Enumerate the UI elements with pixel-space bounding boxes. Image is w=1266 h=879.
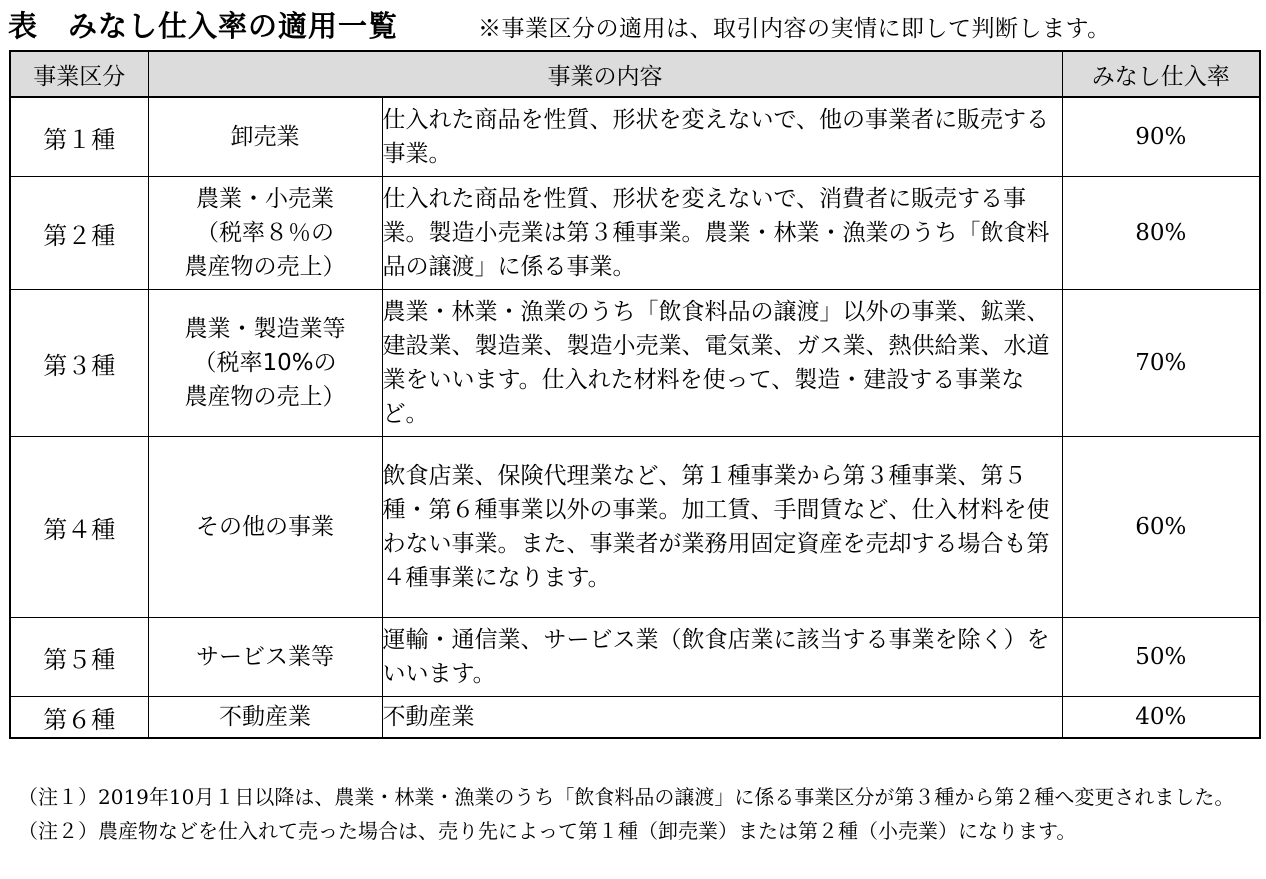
- rate-cell: 60%: [1062, 437, 1260, 618]
- business-name-line: 農産物の売上）: [184, 254, 346, 280]
- business-name-line: （税率８％の: [196, 220, 334, 246]
- note-2: [18, 816, 1258, 846]
- table-row: [10, 177, 1260, 290]
- description-cell: 運輸・通信業、サービス業（飲食店業に該当する事業を除く）をいいます。: [382, 618, 1062, 697]
- title-bar: [8, 4, 1264, 44]
- business-name-line: サービス業等: [196, 644, 334, 670]
- business-name-line: その他の事業: [196, 514, 334, 540]
- business-name-cell: [148, 697, 382, 739]
- note-1: [18, 782, 1258, 812]
- business-name-line: （税率10%の: [193, 350, 337, 376]
- category-cell: 第５種: [10, 618, 148, 697]
- table-row: [10, 437, 1260, 618]
- business-name-cell: [148, 618, 382, 697]
- table-row: [10, 618, 1260, 697]
- title-note: ※事業区分の適用は、取引内容の実情に即して判断します。: [478, 16, 1111, 42]
- business-name-line: 農業・小売業: [196, 186, 334, 212]
- header-rate: みなし仕入率: [1062, 51, 1260, 97]
- note-label: （注１）: [18, 785, 98, 809]
- rate-cell: 40%: [1062, 697, 1260, 739]
- category-cell: 第２種: [10, 177, 148, 290]
- rate-cell: 90%: [1062, 97, 1260, 177]
- notes-section: [18, 782, 1258, 850]
- business-name-line: 卸売業: [230, 124, 300, 150]
- business-name-line: 不動産業: [219, 704, 311, 730]
- description-cell: 仕入れた商品を性質、形状を変えないで、他の事業者に販売する事業。: [382, 97, 1062, 177]
- business-name-line: 農業・製造業等: [184, 316, 346, 342]
- rate-cell: 80%: [1062, 177, 1260, 290]
- description-cell: 飲食店業、保険代理業など、第１種事業から第３種事業、第５種・第６種事業以外の事業。加工賃、手間賃など、仕入材料を使わない事業。また、事業者が業務用固定資産を売却する場合も第４種事業になります。: [382, 437, 1062, 618]
- category-cell: 第３種: [10, 290, 148, 437]
- category-cell: 第１種: [10, 97, 148, 177]
- business-name-cell: [148, 97, 382, 177]
- business-name-cell: [148, 290, 382, 437]
- table-row: [10, 697, 1260, 739]
- business-name-cell: [148, 437, 382, 618]
- note-text: 農産物などを仕入れて売った場合は、売り先によって第１種（卸売業）または第２種（小売業）になります。: [98, 819, 1077, 843]
- description-cell: 仕入れた商品を性質、形状を変えないで、消費者に販売する事業。製造小売業は第３種事業。農業・林業・漁業のうち「飲食料品の譲渡」に係る事業。: [382, 177, 1062, 290]
- page-title: 表 みなし仕入率の適用一覧: [8, 9, 399, 43]
- note-label: （注２）: [18, 819, 98, 843]
- description-cell: 農業・林業・漁業のうち「飲食料品の譲渡」以外の事業、鉱業、建設業、製造業、製造小売業、電気業、ガス業、熱供給業、水道業をいいます。仕入れた材料を使って、製造・建設する事業など。: [382, 290, 1062, 437]
- table-row: [10, 290, 1260, 437]
- note-text: 2019年10月１日以降は、農業・林業・漁業のうち「飲食料品の譲渡」に係る事業区分が第３種から第２種へ変更されました。: [98, 785, 1235, 809]
- business-name-cell: [148, 177, 382, 290]
- business-name-line: 農産物の売上）: [184, 384, 346, 410]
- table-row: [10, 97, 1260, 177]
- table-header-row: [10, 51, 1260, 97]
- rate-cell: 70%: [1062, 290, 1260, 437]
- rate-cell: 50%: [1062, 618, 1260, 697]
- category-cell: 第４種: [10, 437, 148, 618]
- header-content: 事業の内容: [148, 51, 1062, 97]
- category-cell: 第６種: [10, 697, 148, 739]
- description-cell: 不動産業: [382, 697, 1062, 739]
- header-category: 事業区分: [10, 51, 148, 97]
- deemed-purchase-rate-table: [9, 50, 1261, 739]
